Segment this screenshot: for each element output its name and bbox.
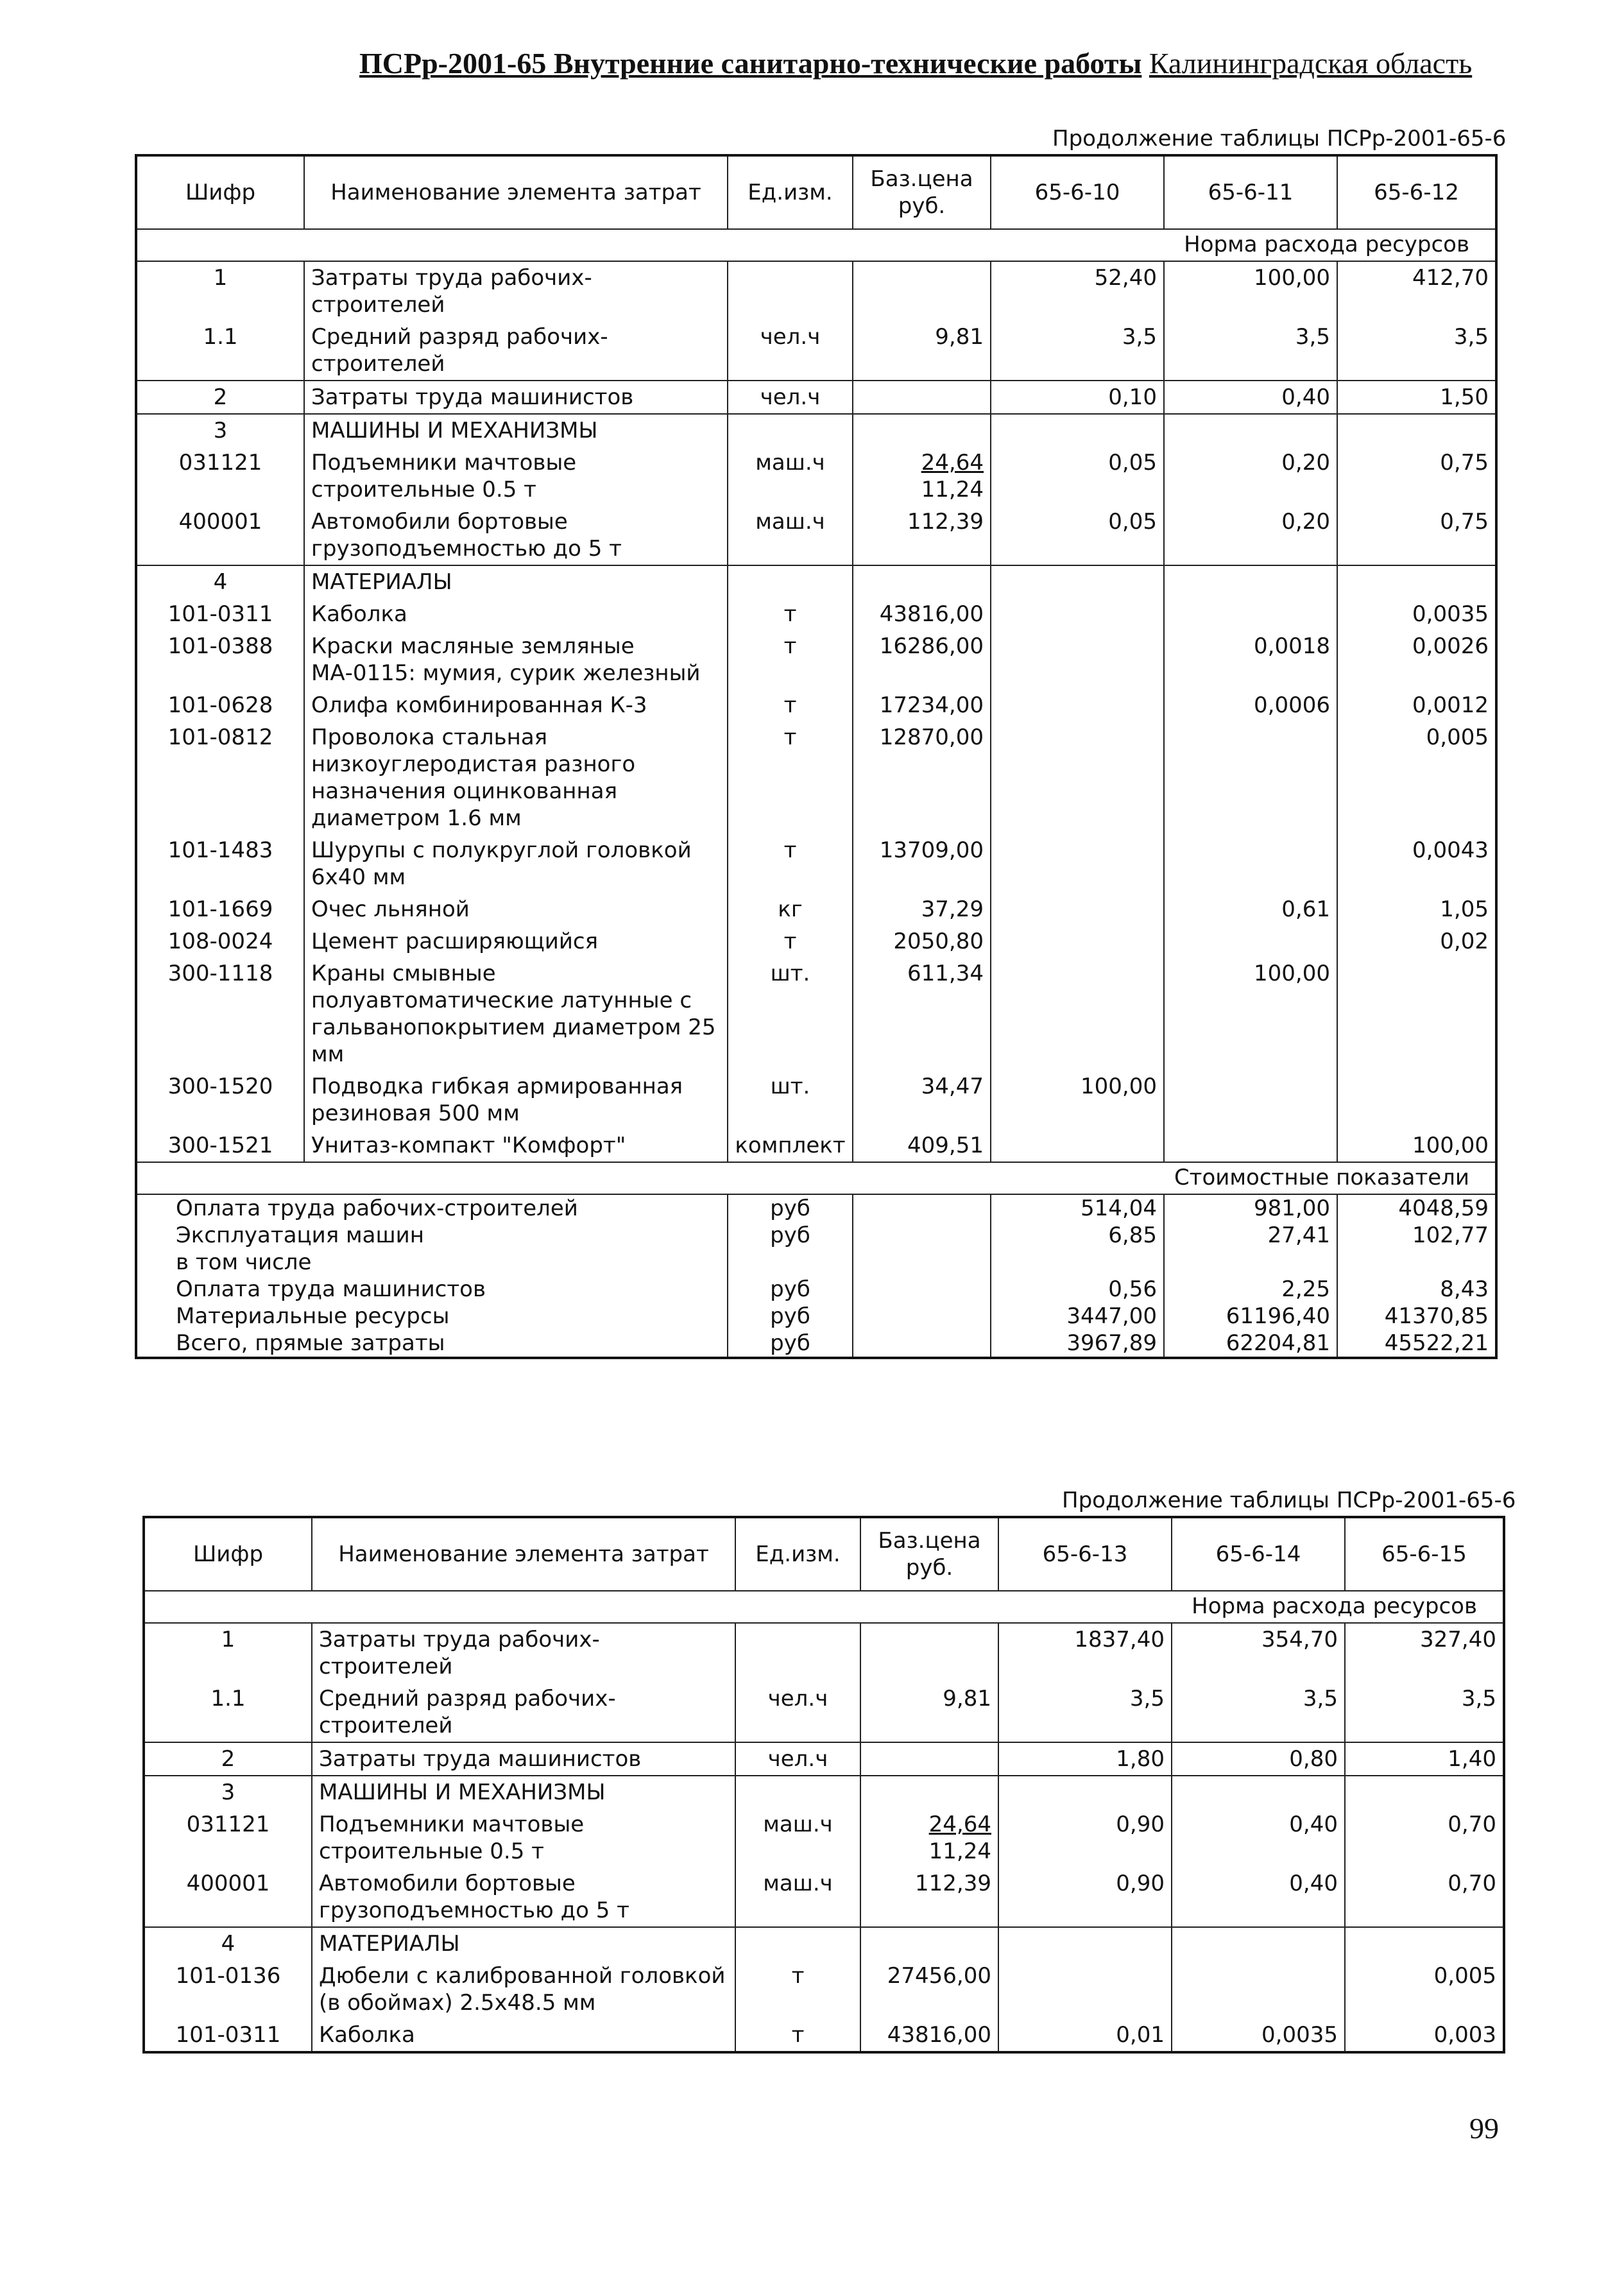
table-row: [136, 414, 1496, 447]
row-code: 300-1520: [136, 1070, 304, 1129]
table-row: [136, 1129, 1496, 1162]
resource-table-2: [142, 1516, 1505, 2054]
row-value-1: [991, 414, 1164, 447]
row-code: 101-1483: [136, 834, 304, 893]
row-price: 2050,80: [853, 925, 991, 957]
row-code: 101-0628: [136, 689, 304, 721]
row-code: 108-0024: [136, 925, 304, 957]
row-unit: маш.ч: [735, 1867, 860, 1927]
row-price: 27456,00: [860, 1960, 998, 2019]
row-value-2: [1164, 1070, 1337, 1129]
row-unit: т: [728, 925, 853, 957]
row-value-1: [991, 630, 1164, 689]
cost-value-1: 3967,89: [991, 1330, 1164, 1358]
cost-unit: руб: [728, 1303, 853, 1330]
row-name: Каболка: [312, 2019, 735, 2052]
row-value-1: [991, 925, 1164, 957]
row-value-2: 0,80: [1172, 1742, 1345, 1776]
row-value-3: 0,02: [1337, 925, 1496, 957]
row-price: 409,51: [853, 1129, 991, 1162]
row-code: 031121: [136, 447, 304, 506]
cost-value-3: 102,77: [1337, 1222, 1496, 1249]
table-row: [144, 1927, 1504, 1960]
row-code: 3: [144, 1776, 312, 1808]
column-header-code-1: 65-6-10: [991, 155, 1164, 229]
row-value-2: 0,0018: [1164, 630, 1337, 689]
row-name: Цемент расширяющийся: [304, 925, 728, 957]
row-name: Затраты труда машинистов: [304, 381, 728, 414]
column-header-unit: Ед.изм.: [728, 155, 853, 229]
row-unit: т: [735, 1960, 860, 2019]
row-value-3: 0,0012: [1337, 689, 1496, 721]
column-header-code: Шифр: [144, 1517, 312, 1591]
cost-unit: руб: [728, 1276, 853, 1303]
row-unit: [728, 261, 853, 321]
row-unit: чел.ч: [728, 381, 853, 414]
row-value-1: 0,90: [998, 1867, 1172, 1927]
cost-value-2: 981,00: [1164, 1194, 1337, 1222]
page-number: 99: [1469, 2112, 1499, 2145]
row-value-2: 0,0006: [1164, 689, 1337, 721]
column-header-name: Наименование элемента затрат: [304, 155, 728, 229]
table-row: [136, 598, 1496, 630]
cost-row: [136, 1303, 1496, 1330]
header-row: [144, 1517, 1504, 1591]
row-name: Подъемники мачтовые строительные 0.5 т: [304, 447, 728, 506]
row-price: [860, 1776, 998, 1808]
header-region: Калининградская область: [1149, 47, 1473, 80]
table-row: [136, 1070, 1496, 1129]
row-value-2: 0,40: [1172, 1808, 1345, 1867]
row-value-1: 100,00: [991, 1070, 1164, 1129]
table-row: [144, 1776, 1504, 1808]
row-name: Шурупы с полукруглой головкой 6х40 мм: [304, 834, 728, 893]
row-name: Автомобили бортовые грузоподъемностью до 5 т: [304, 506, 728, 565]
cost-name: Оплата труда машинистов: [136, 1276, 728, 1303]
resource-table-1: [135, 154, 1498, 1359]
row-price-value-2: 11,24: [928, 1839, 991, 1864]
row-price: [860, 1927, 998, 1960]
row-name: МАШИНЫ И МЕХАНИЗМЫ: [304, 414, 728, 447]
row-code: 1.1: [136, 321, 304, 381]
cost-name: в том числе: [136, 1249, 728, 1276]
column-header-code-2: 65-6-11: [1164, 155, 1337, 229]
column-header-unit: Ед.изм.: [735, 1517, 860, 1591]
row-code: 031121: [144, 1808, 312, 1867]
cost-row: [136, 1194, 1496, 1222]
norm-label-row: [136, 229, 1496, 261]
row-value-1: [998, 1776, 1172, 1808]
row-price: 16286,00: [853, 630, 991, 689]
row-value-3: 0,005: [1345, 1960, 1504, 2019]
table-row: [144, 2019, 1504, 2052]
cost-name: Оплата труда рабочих-строителей: [136, 1194, 728, 1222]
row-value-2: [1172, 1960, 1345, 2019]
row-price: 611,34: [853, 957, 991, 1070]
row-price: [853, 414, 991, 447]
row-value-3: 1,50: [1337, 381, 1496, 414]
column-header-price: Баз.цена руб.: [853, 155, 991, 229]
row-unit: чел.ч: [728, 321, 853, 381]
row-name: Средний разряд рабочих-строителей: [312, 1683, 735, 1742]
cost-blank: [853, 1222, 991, 1249]
row-price-value: 24,64: [921, 450, 984, 476]
row-value-2: 0,0035: [1172, 2019, 1345, 2052]
row-value-3: 0,75: [1337, 447, 1496, 506]
row-value-1: 0,05: [991, 447, 1164, 506]
column-header-price: Баз.цена руб.: [860, 1517, 998, 1591]
row-name: Краны смывные полуавтоматические латунные с гальванопокрытием диаметром 25 мм: [304, 957, 728, 1070]
cost-value-3: 45522,21: [1337, 1330, 1496, 1358]
norm-label: Норма расхода ресурсов: [144, 1591, 1504, 1623]
row-value-1: 0,90: [998, 1808, 1172, 1867]
column-header-code-2: 65-6-14: [1172, 1517, 1345, 1591]
row-value-1: [991, 834, 1164, 893]
row-value-3: 0,003: [1345, 2019, 1504, 2052]
row-value-3: [1345, 1776, 1504, 1808]
row-unit: т: [728, 689, 853, 721]
row-name: МАТЕРИАЛЫ: [312, 1927, 735, 1960]
row-price: 13709,00: [853, 834, 991, 893]
row-price: [860, 1742, 998, 1776]
row-unit: [728, 565, 853, 598]
row-value-3: 0,0043: [1337, 834, 1496, 893]
row-name: Дюбели с калиброванной головкой (в обоймах) 2.5х48.5 мм: [312, 1960, 735, 2019]
cost-row: [136, 1276, 1496, 1303]
table1-caption: Продолжение таблицы ПСРр-2001-65-6: [1052, 126, 1507, 151]
table-row: [144, 1683, 1504, 1742]
table-row: [136, 630, 1496, 689]
row-value-3: 0,0026: [1337, 630, 1496, 689]
table-row: [144, 1867, 1504, 1927]
row-name: Затраты труда рабочих-строителей: [312, 1623, 735, 1683]
cost-unit: руб: [728, 1194, 853, 1222]
row-value-2: [1164, 1129, 1337, 1162]
table-row: [136, 689, 1496, 721]
row-value-1: 3,5: [991, 321, 1164, 381]
row-code: 400001: [136, 506, 304, 565]
row-value-3: 412,70: [1337, 261, 1496, 321]
row-price: 17234,00: [853, 689, 991, 721]
row-value-3: 0,70: [1345, 1867, 1504, 1927]
cost-value-3: 8,43: [1337, 1276, 1496, 1303]
cost-value-1: 514,04: [991, 1194, 1164, 1222]
cost-blank: [853, 1194, 991, 1222]
cost-value-1: 6,85: [991, 1222, 1164, 1249]
row-value-1: [991, 565, 1164, 598]
row-unit: [728, 414, 853, 447]
cost-unit: руб: [728, 1330, 853, 1358]
row-name: Затраты труда машинистов: [312, 1742, 735, 1776]
cost-value-2: 27,41: [1164, 1222, 1337, 1249]
row-name: Затраты труда рабочих-строителей: [304, 261, 728, 321]
row-value-2: [1164, 414, 1337, 447]
row-unit: т: [728, 598, 853, 630]
row-price: [853, 447, 991, 506]
row-code: 2: [136, 381, 304, 414]
row-unit: шт.: [728, 957, 853, 1070]
norm-label: Норма расхода ресурсов: [136, 229, 1496, 261]
row-value-2: 100,00: [1164, 261, 1337, 321]
row-value-2: 0,20: [1164, 506, 1337, 565]
row-value-2: [1164, 565, 1337, 598]
row-price: 43816,00: [860, 2019, 998, 2052]
row-value-3: [1337, 1070, 1496, 1129]
row-code: 3: [136, 414, 304, 447]
row-code: 2: [144, 1742, 312, 1776]
table-row: [144, 1623, 1504, 1683]
column-header-code-1: 65-6-13: [998, 1517, 1172, 1591]
row-unit: маш.ч: [735, 1808, 860, 1867]
row-value-1: [991, 893, 1164, 925]
row-value-3: [1345, 1927, 1504, 1960]
row-value-3: 1,05: [1337, 893, 1496, 925]
row-value-3: [1337, 414, 1496, 447]
row-value-2: [1164, 721, 1337, 834]
table-row: [136, 321, 1496, 381]
row-unit: комплект: [728, 1129, 853, 1162]
page-header: [359, 46, 1527, 80]
column-header-code-3: 65-6-15: [1345, 1517, 1504, 1591]
row-unit: маш.ч: [728, 506, 853, 565]
cost-row: [136, 1222, 1496, 1249]
row-price: [853, 565, 991, 598]
table-row: [136, 957, 1496, 1070]
row-name: Олифа комбинированная К-3: [304, 689, 728, 721]
row-value-1: [998, 1927, 1172, 1960]
row-price: [860, 1623, 998, 1683]
row-price: 12870,00: [853, 721, 991, 834]
row-price: 43816,00: [853, 598, 991, 630]
row-value-1: 1837,40: [998, 1623, 1172, 1683]
row-price: 34,47: [853, 1070, 991, 1129]
header-row: [136, 155, 1496, 229]
row-name: МАШИНЫ И МЕХАНИЗМЫ: [312, 1776, 735, 1808]
row-code: 101-0311: [136, 598, 304, 630]
row-value-1: 0,05: [991, 506, 1164, 565]
row-price: [853, 381, 991, 414]
row-value-1: 0,10: [991, 381, 1164, 414]
row-code: 4: [136, 565, 304, 598]
row-code: 300-1118: [136, 957, 304, 1070]
row-value-3: 0,75: [1337, 506, 1496, 565]
row-code: 4: [144, 1927, 312, 1960]
row-name: Очес льняной: [304, 893, 728, 925]
row-value-1: [991, 957, 1164, 1070]
row-name: Автомобили бортовые грузоподъемностью до 5 т: [312, 1867, 735, 1927]
row-value-1: 1,80: [998, 1742, 1172, 1776]
row-code: 101-1669: [136, 893, 304, 925]
cost-value-2: 2,25: [1164, 1276, 1337, 1303]
row-value-1: 0,01: [998, 2019, 1172, 2052]
row-unit: т: [728, 721, 853, 834]
row-name: Подъемники мачтовые строительные 0.5 т: [312, 1808, 735, 1867]
table-row: [136, 381, 1496, 414]
cost-name: Всего, прямые затраты: [136, 1330, 728, 1358]
row-name: Каболка: [304, 598, 728, 630]
row-value-1: [991, 689, 1164, 721]
row-value-3: 0,005: [1337, 721, 1496, 834]
row-name: Подводка гибкая армированная резиновая 500 мм: [304, 1070, 728, 1129]
cost-value-3: 4048,59: [1337, 1194, 1496, 1222]
cost-name: Материальные ресурсы: [136, 1303, 728, 1330]
row-value-2: 0,61: [1164, 893, 1337, 925]
row-name: Проволока стальная низкоуглеродистая разного назначения оцинкованная диаметром 1.6 мм: [304, 721, 728, 834]
row-price: 112,39: [853, 506, 991, 565]
row-value-3: 100,00: [1337, 1129, 1496, 1162]
row-value-1: [991, 598, 1164, 630]
table-row: [136, 447, 1496, 506]
cost-value-1: [991, 1249, 1164, 1276]
row-unit: [735, 1623, 860, 1683]
row-unit: чел.ч: [735, 1683, 860, 1742]
cost-blank: [853, 1276, 991, 1303]
row-price-value: 24,64: [928, 1812, 991, 1837]
cost-value-2: [1164, 1249, 1337, 1276]
row-unit: [735, 1776, 860, 1808]
row-unit: [735, 1927, 860, 1960]
row-value-3: 0,0035: [1337, 598, 1496, 630]
table-row: [136, 565, 1496, 598]
row-value-2: 0,20: [1164, 447, 1337, 506]
row-value-1: [991, 721, 1164, 834]
row-value-2: [1172, 1927, 1345, 1960]
row-unit: т: [728, 630, 853, 689]
cost-row: [136, 1330, 1496, 1358]
row-price-value-2: 11,24: [921, 477, 984, 502]
column-header-code: Шифр: [136, 155, 304, 229]
cost-value-2: 61196,40: [1164, 1303, 1337, 1330]
row-name: Краски масляные земляные МА-0115: мумия, сурик железный: [304, 630, 728, 689]
row-value-3: 1,40: [1345, 1742, 1504, 1776]
row-unit: т: [735, 2019, 860, 2052]
row-value-2: 3,5: [1164, 321, 1337, 381]
cost-value-3: 41370,85: [1337, 1303, 1496, 1330]
column-header-code-3: 65-6-12: [1337, 155, 1496, 229]
row-price: [860, 1808, 998, 1867]
row-unit: маш.ч: [728, 447, 853, 506]
row-value-2: [1172, 1776, 1345, 1808]
row-price: 9,81: [853, 321, 991, 381]
row-price: 37,29: [853, 893, 991, 925]
table-row: [136, 834, 1496, 893]
row-name: Унитаз-компакт "Комфорт": [304, 1129, 728, 1162]
cost-name: Эксплуатация машин: [136, 1222, 728, 1249]
table-row: [136, 261, 1496, 321]
row-name: МАТЕРИАЛЫ: [304, 565, 728, 598]
row-value-2: 0,40: [1172, 1867, 1345, 1927]
row-code: 101-0311: [144, 2019, 312, 2052]
row-value-2: [1164, 598, 1337, 630]
row-price: 9,81: [860, 1683, 998, 1742]
row-price: [853, 261, 991, 321]
table-row: [136, 893, 1496, 925]
row-code: 101-0388: [136, 630, 304, 689]
row-code: 1: [136, 261, 304, 321]
row-code: 300-1521: [136, 1129, 304, 1162]
cost-unit: [728, 1249, 853, 1276]
row-code: 101-0136: [144, 1960, 312, 2019]
row-code: 1: [144, 1623, 312, 1683]
column-header-name: Наименование элемента затрат: [312, 1517, 735, 1591]
row-value-2: 354,70: [1172, 1623, 1345, 1683]
row-value-2: [1164, 925, 1337, 957]
cost-label: Стоимостные показатели: [136, 1162, 1496, 1194]
row-unit: чел.ч: [735, 1742, 860, 1776]
row-unit: шт.: [728, 1070, 853, 1129]
row-value-3: [1337, 565, 1496, 598]
row-unit: т: [728, 834, 853, 893]
table-row: [136, 506, 1496, 565]
row-price: 112,39: [860, 1867, 998, 1927]
cost-row: [136, 1249, 1496, 1276]
row-code: 101-0812: [136, 721, 304, 834]
row-value-3: 3,5: [1345, 1683, 1504, 1742]
row-value-3: 327,40: [1345, 1623, 1504, 1683]
row-value-2: 0,40: [1164, 381, 1337, 414]
cost-value-2: 62204,81: [1164, 1330, 1337, 1358]
table-row: [144, 1808, 1504, 1867]
row-code: 400001: [144, 1867, 312, 1927]
table-row: [144, 1960, 1504, 2019]
table-row: [144, 1742, 1504, 1776]
row-name: Средний разряд рабочих-строителей: [304, 321, 728, 381]
row-value-1: 3,5: [998, 1683, 1172, 1742]
norm-label-row: [144, 1591, 1504, 1623]
cost-blank: [853, 1303, 991, 1330]
row-value-3: [1337, 957, 1496, 1070]
row-value-3: 3,5: [1337, 321, 1496, 381]
header-title: ПСРр-2001-65 Внутренние санитарно-технические работы: [359, 47, 1142, 80]
row-value-3: 0,70: [1345, 1808, 1504, 1867]
cost-unit: руб: [728, 1222, 853, 1249]
cost-label-row: [136, 1162, 1496, 1194]
row-value-1: [998, 1960, 1172, 2019]
row-value-1: [991, 1129, 1164, 1162]
row-value-1: 52,40: [991, 261, 1164, 321]
row-value-2: 3,5: [1172, 1683, 1345, 1742]
cost-value-1: 0,56: [991, 1276, 1164, 1303]
row-unit: кг: [728, 893, 853, 925]
cost-blank: [853, 1249, 991, 1276]
row-value-2: 100,00: [1164, 957, 1337, 1070]
cost-value-1: 3447,00: [991, 1303, 1164, 1330]
table-row: [136, 925, 1496, 957]
cost-blank: [853, 1330, 991, 1358]
table-row: [136, 721, 1496, 834]
row-value-2: [1164, 834, 1337, 893]
cost-value-3: [1337, 1249, 1496, 1276]
row-code: 1.1: [144, 1683, 312, 1742]
table2-caption: Продолжение таблицы ПСРр-2001-65-6: [1062, 1488, 1516, 1513]
